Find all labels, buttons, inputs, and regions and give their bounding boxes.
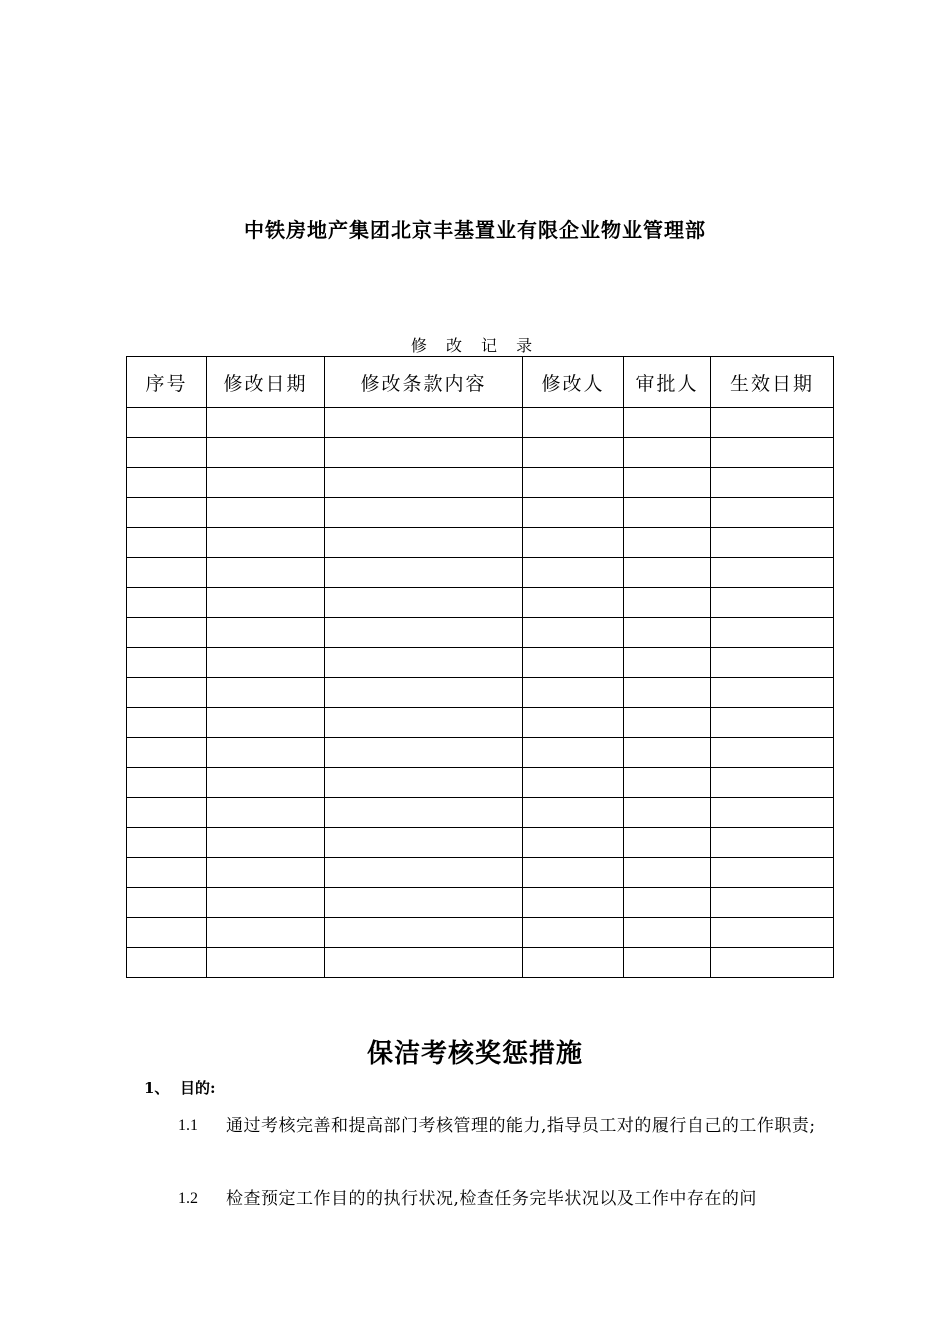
table-cell <box>711 498 834 528</box>
table-cell <box>325 828 523 858</box>
header-revision-content: 修改条款内容 <box>325 357 523 408</box>
table-cell <box>624 798 711 828</box>
table-cell <box>127 768 207 798</box>
table-cell <box>207 918 325 948</box>
table-cell <box>523 918 624 948</box>
table-row <box>127 618 834 648</box>
table-row <box>127 408 834 438</box>
table-cell <box>624 828 711 858</box>
header-approver: 审批人 <box>624 357 711 408</box>
table-cell <box>207 648 325 678</box>
table-cell <box>127 648 207 678</box>
table-cell <box>624 528 711 558</box>
table-cell <box>127 408 207 438</box>
table-cell <box>325 648 523 678</box>
table-cell <box>523 708 624 738</box>
table-cell <box>624 738 711 768</box>
list-item <box>178 1181 818 1217</box>
table-cell <box>325 678 523 708</box>
table-cell <box>624 918 711 948</box>
table-cell <box>523 768 624 798</box>
table-cell <box>523 528 624 558</box>
company-title: 中铁房地产集团北京丰基置业有限企业物业管理部 <box>244 218 706 242</box>
table-cell <box>523 858 624 888</box>
table-cell <box>624 888 711 918</box>
table-cell <box>207 798 325 828</box>
table-cell <box>207 708 325 738</box>
section-heading-number: 1、 <box>144 1079 170 1097</box>
table-row <box>127 648 834 678</box>
table-cell <box>325 438 523 468</box>
table-cell <box>523 738 624 768</box>
table-cell <box>325 528 523 558</box>
table-row <box>127 678 834 708</box>
table-cell <box>207 408 325 438</box>
table-row <box>127 438 834 468</box>
table-cell <box>523 948 624 978</box>
table-cell <box>711 468 834 498</box>
revision-table <box>126 356 834 978</box>
table-cell <box>325 498 523 528</box>
table-row <box>127 798 834 828</box>
table-cell <box>523 468 624 498</box>
table-cell <box>325 468 523 498</box>
table-cell <box>207 768 325 798</box>
table-cell <box>207 438 325 468</box>
table-cell <box>624 588 711 618</box>
table-cell <box>127 708 207 738</box>
table-row <box>127 528 834 558</box>
table-cell <box>325 858 523 888</box>
list-item-text: 检查预定工作目的的执行状况,检查任务完毕状况以及工作中存在的问 <box>226 1189 757 1209</box>
list-item-number: 1.1 <box>178 1117 198 1134</box>
table-cell <box>207 528 325 558</box>
table-cell <box>711 678 834 708</box>
table-cell <box>207 888 325 918</box>
table-cell <box>711 558 834 588</box>
table-row <box>127 738 834 768</box>
table-cell <box>127 888 207 918</box>
table-cell <box>207 858 325 888</box>
table-cell <box>711 828 834 858</box>
list-item-text: 通过考核完善和提高部门考核管理的能力,指导员工对的履行自己的工作职责; <box>226 1116 816 1136</box>
table-row <box>127 858 834 888</box>
table-cell <box>711 588 834 618</box>
table-cell <box>711 618 834 648</box>
table-cell <box>325 798 523 828</box>
table-cell <box>127 468 207 498</box>
table-cell <box>127 498 207 528</box>
table-cell <box>207 948 325 978</box>
table-cell <box>207 558 325 588</box>
table-cell <box>325 618 523 648</box>
table-cell <box>711 708 834 738</box>
table-row <box>127 468 834 498</box>
table-cell <box>523 498 624 528</box>
table-cell <box>325 588 523 618</box>
table-row <box>127 888 834 918</box>
table-cell <box>624 558 711 588</box>
table-cell <box>127 618 207 648</box>
table-cell <box>624 858 711 888</box>
table-cell <box>711 948 834 978</box>
header-effective-date: 生效日期 <box>711 357 834 408</box>
header-revision-date: 修改日期 <box>207 357 325 408</box>
table-cell <box>523 648 624 678</box>
table-row <box>127 708 834 738</box>
table-cell <box>127 738 207 768</box>
table-cell <box>624 678 711 708</box>
list-item <box>178 1108 818 1144</box>
table-cell <box>207 468 325 498</box>
section-heading-label: 目的: <box>180 1079 216 1097</box>
table-cell <box>207 498 325 528</box>
table-cell <box>207 588 325 618</box>
table-cell <box>127 948 207 978</box>
table-cell <box>523 408 624 438</box>
table-cell <box>711 798 834 828</box>
table-cell <box>711 528 834 558</box>
table-cell <box>711 408 834 438</box>
list-item-number: 1.2 <box>178 1190 198 1207</box>
table-cell <box>325 948 523 978</box>
table-row <box>127 768 834 798</box>
table-cell <box>207 618 325 648</box>
table-cell <box>127 828 207 858</box>
table-cell <box>523 828 624 858</box>
table-cell <box>127 678 207 708</box>
table-row <box>127 828 834 858</box>
table-cell <box>207 828 325 858</box>
table-cell <box>624 468 711 498</box>
table-cell <box>523 888 624 918</box>
table-cell <box>127 588 207 618</box>
table-row <box>127 588 834 618</box>
table-cell <box>325 708 523 738</box>
table-cell <box>207 738 325 768</box>
table-cell <box>624 618 711 648</box>
table-cell <box>624 768 711 798</box>
header-serial-number: 序号 <box>127 357 207 408</box>
table-header-row <box>127 357 834 408</box>
table-cell <box>325 768 523 798</box>
table-cell <box>711 738 834 768</box>
table-cell <box>127 798 207 828</box>
table-cell <box>127 528 207 558</box>
table-cell <box>127 558 207 588</box>
section-heading <box>144 1077 216 1098</box>
table-cell <box>523 618 624 648</box>
header-reviser: 修改人 <box>523 357 624 408</box>
table-cell <box>624 408 711 438</box>
table-cell <box>523 438 624 468</box>
table-cell <box>523 798 624 828</box>
table-cell <box>523 558 624 588</box>
table-cell <box>127 438 207 468</box>
table-cell <box>325 738 523 768</box>
table-cell <box>523 588 624 618</box>
table-cell <box>711 438 834 468</box>
table-cell <box>711 888 834 918</box>
table-cell <box>711 918 834 948</box>
table-cell <box>624 648 711 678</box>
table-cell <box>624 438 711 468</box>
table-cell <box>325 888 523 918</box>
table-cell <box>624 498 711 528</box>
table-cell <box>325 918 523 948</box>
table-cell <box>624 948 711 978</box>
table-cell <box>523 678 624 708</box>
table-cell <box>325 558 523 588</box>
table-cell <box>325 408 523 438</box>
section-title: 保洁考核奖惩措施 <box>366 1039 583 1069</box>
table-cell <box>711 858 834 888</box>
table-row <box>127 948 834 978</box>
table-row <box>127 558 834 588</box>
table-row <box>127 498 834 528</box>
table-body <box>127 408 834 978</box>
table-cell <box>127 858 207 888</box>
table-cell <box>711 768 834 798</box>
table-cell <box>711 648 834 678</box>
table-cell <box>207 678 325 708</box>
table-cell <box>624 708 711 738</box>
table-caption: 修 改 记 录 <box>410 336 540 355</box>
table-row <box>127 918 834 948</box>
table-cell <box>127 918 207 948</box>
